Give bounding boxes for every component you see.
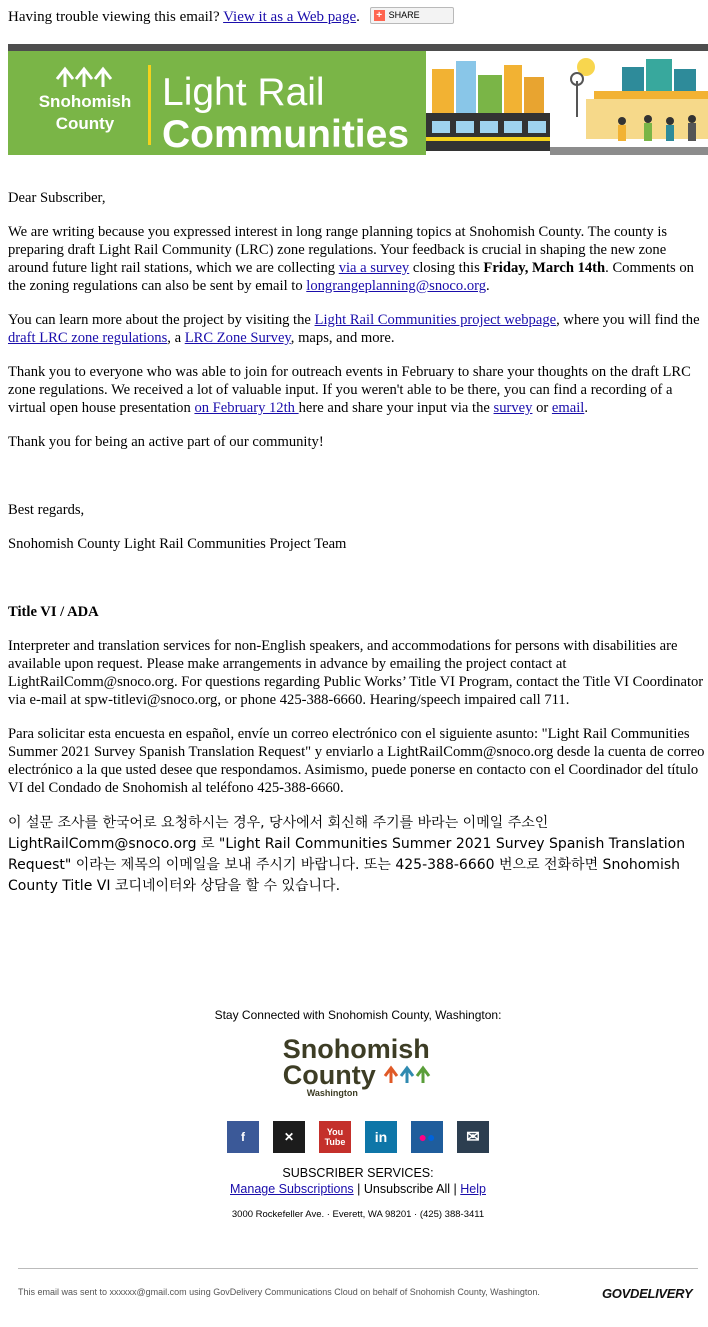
- youtube-icon[interactable]: You Tube: [319, 1121, 351, 1153]
- outreach-paragraph: Thank you to everyone who was able to join for outreach events in February to share your thoughts on the draft LRC zone regulations. We received a lot of valuable input. If you weren't able to be there, you can find a recording of a virtual open house presentation on February 12th here and share your input via the survey or email.: [8, 364, 691, 416]
- regards: Best regards,: [8, 502, 85, 518]
- govdelivery-logo[interactable]: GOVDELIVERY: [602, 1286, 693, 1301]
- separator: |: [453, 1182, 457, 1196]
- share-label: SHARE: [388, 10, 420, 21]
- footer-county-logo[interactable]: [283, 1036, 434, 1098]
- subscriber-services: [0, 1165, 708, 1197]
- county-logo-line2: County: [55, 114, 115, 133]
- banner-stripe: [8, 44, 708, 51]
- survey-link-2[interactable]: survey: [493, 400, 533, 416]
- email-body: [8, 189, 705, 913]
- email-icon[interactable]: ✉: [457, 1121, 489, 1153]
- tree-logo-icon: [30, 65, 140, 91]
- ada-heading: Title VI / ADA: [8, 604, 99, 620]
- greeting: Dear Subscriber,: [8, 190, 106, 206]
- banner-title-line1: Light Rail: [162, 71, 325, 114]
- planning-email-link[interactable]: longrangeplanning@snoco.org: [306, 278, 487, 294]
- share-button[interactable]: [370, 7, 454, 24]
- flickr-icon[interactable]: ● ●: [411, 1121, 443, 1153]
- intro-paragraph: We are writing because you expressed interest in long range planning topics at Snohomish County. The county is preparing draft Light Rail Community (LRC) zone regulations. Your feedback is crucial in shaping the new zone around future light rail stations, which we are collecting via a survey closing this Friday, March 14th. Comments on the zoning regulations can also be sent by email to longrangeplanning@snoco.org.: [8, 224, 694, 294]
- ada-english: Interpreter and translation services for non-English speakers, and accommodations for persons with disabilities are available upon request. Please make arrangements in advance by emailing the project contact at LightRailComm@snoco.org. For questions regarding Public Works’ Title VI Program, contact the Title VI Coordinator via e-mail at spw-titlevi@snoco.org, or phone 425-388-6660. Hearing/speech impaired call 711.: [8, 638, 704, 708]
- help-link[interactable]: Help: [460, 1182, 486, 1196]
- manage-subscriptions-link[interactable]: Manage Subscriptions: [230, 1182, 354, 1196]
- share-plus-icon: +: [374, 10, 385, 21]
- social-links: [0, 1121, 708, 1153]
- county-logo-line1: Snohomish: [38, 92, 132, 111]
- ada-korean: 이 설문 조사를 한국어로 요청하시는 경우, 당사에서 회신해 주기를 바라는 이메일 주소인 LightRailComm@snoco.org 로 "Light Rail Communities Summer 2021 Survey Spanish Translation Request" 이라는 제목의 이메일을 보내 주시기 바랍니다. 또는 425-388-6660 번으로 전화하면 Snohomish County Title VI 코디네이터와 상담을 할 수 있습니다.: [8, 815, 686, 894]
- stay-connected-text: Stay Connected with Snohomish County, Washington:: [214, 1008, 502, 1022]
- footer-logo-line1: Snohomish: [282, 1034, 430, 1064]
- city-train-illustration: [426, 51, 708, 155]
- footer-divider: [18, 1268, 698, 1269]
- view-in-browser-bar: Having trouble viewing this email? View it as a Web page. + SHARE: [8, 9, 454, 26]
- logo-divider: [148, 65, 151, 145]
- ada-spanish: Para solicitar esta encuesta en español, envíe un correo electrónico con el siguiente asunto: "Light Rail Communities Summer 2021 Survey Spanish Translation Request" y enviarlo a LightRailComm@snoco.org desde la cuenta de correo electrónico a la que usted desee que respondamos. Asimismo, puede ponerse en contacto con el Coordinador del título VI del Condado de Snohomish al teléfono 425-388-6660.: [8, 726, 705, 796]
- county-logo: [30, 65, 140, 135]
- project-info-paragraph: You can learn more about the project by visiting the Light Rail Communities project webpage, where you will find the draft LRC zone regulations, a LRC Zone Survey, maps, and more.: [8, 312, 700, 346]
- header-banner: [8, 44, 708, 155]
- email-link[interactable]: email: [551, 400, 585, 416]
- subscriber-services-label: SUBSCRIBER SERVICES:: [282, 1166, 434, 1180]
- banner-title: [162, 73, 409, 154]
- footer-tree-icon: [383, 1064, 433, 1084]
- draft-regulations-link[interactable]: draft LRC zone regulations: [8, 330, 168, 346]
- banner-title-line2: Communities: [162, 113, 410, 156]
- web-page-link[interactable]: View it as a Web page: [223, 9, 357, 25]
- deadline-date: Friday, March 14th: [483, 260, 606, 276]
- unsubscribe-all-link[interactable]: Unsubscribe All: [363, 1182, 451, 1196]
- project-webpage-link[interactable]: Light Rail Communities project webpage: [314, 312, 557, 328]
- separator: |: [357, 1182, 361, 1196]
- footer-logo-line2-row: [283, 1062, 434, 1088]
- email-footer: [0, 1008, 708, 1220]
- footer-logo-line2: County: [282, 1060, 376, 1090]
- subscriber-links: [0, 1181, 708, 1197]
- open-house-recording-link[interactable]: on February 12th: [194, 400, 299, 416]
- trouble-viewing-text: Having trouble viewing this email?: [8, 9, 220, 25]
- county-address: 3000 Rockefeller Ave. · Everett, WA 98201 · (425) 388-3411: [231, 1209, 485, 1220]
- signature: Snohomish County Light Rail Communities Project Team: [8, 536, 347, 552]
- thank-you-paragraph: Thank you for being an active part of our community!: [8, 434, 324, 450]
- footer-logo-sub: Washington: [306, 1088, 358, 1098]
- survey-link[interactable]: via a survey: [338, 260, 410, 276]
- zone-survey-link[interactable]: LRC Zone Survey: [184, 330, 291, 346]
- facebook-icon[interactable]: f: [227, 1121, 259, 1153]
- x-icon[interactable]: ✕: [273, 1121, 305, 1153]
- sent-to-notice: This email was sent to xxxxxx@gmail.com using GovDelivery Communications Cloud on behalf of Snohomish County, Washington.: [18, 1287, 540, 1297]
- banner-green-panel: [8, 51, 426, 155]
- linkedin-icon[interactable]: in: [365, 1121, 397, 1153]
